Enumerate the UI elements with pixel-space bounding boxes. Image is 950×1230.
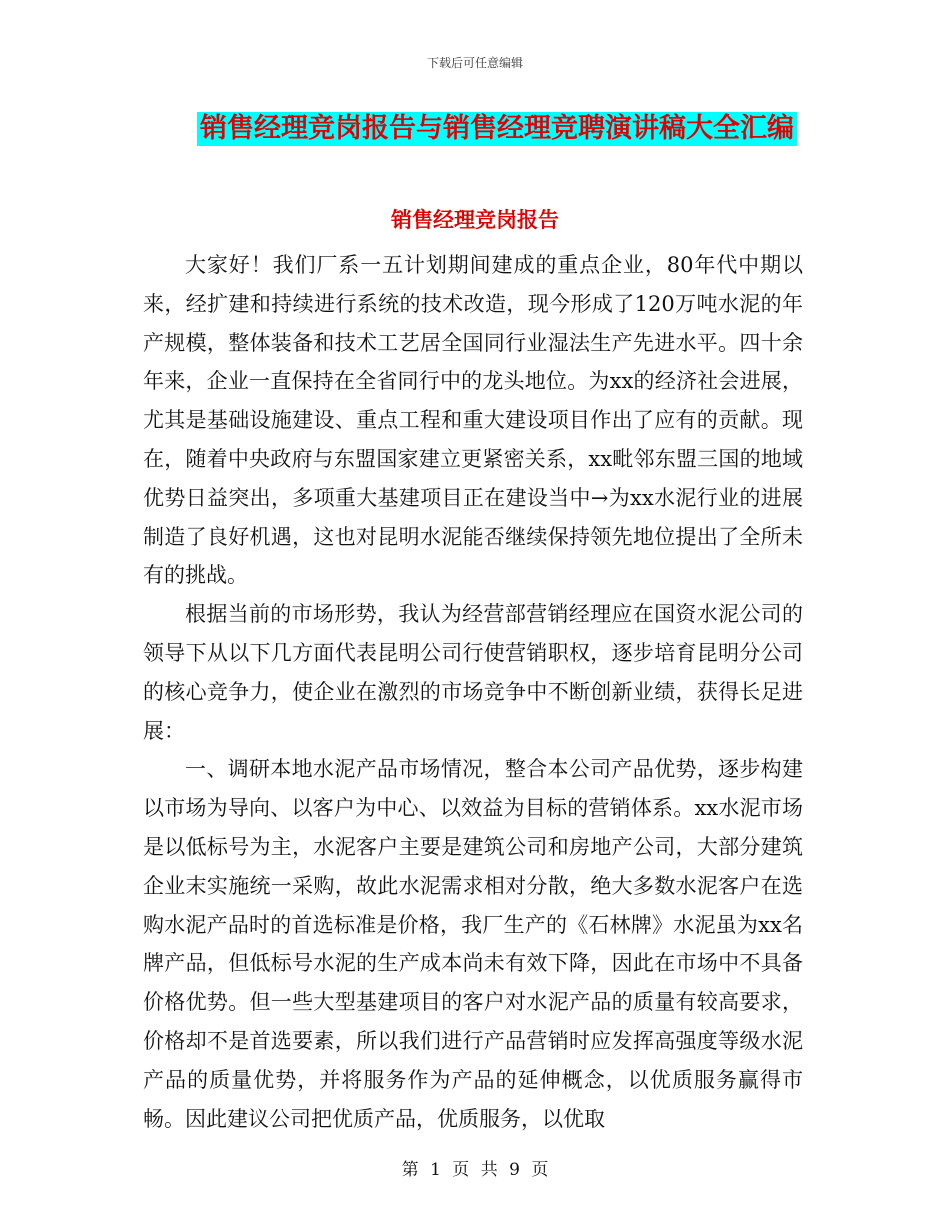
page-footer: 第 1 页 共 9 页 xyxy=(401,1160,549,1180)
header-note: 下载后可任意编辑 xyxy=(426,56,523,70)
paragraph: 一、调研本地水泥产品市场情况，整合本公司产品优势，逐步构建以市场为导向、以客户为中心、以效益为目标的营销体系。xx水泥市场是以低标号为主，水泥客户主要是建筑公司和房地产公司，大部分建筑企业末实施统一采购，故此水泥需求相对分散，绝大多数水泥客户在选购水泥产品时的首选标准是价格，我厂生产的《石林牌》水泥虽为xx名牌产品，但低标号水泥的生产成本尚未有效下降，因此在市场中不具备价格优势。但一些大型基建项目的客户对水泥产品的质量有较高要求，价格却不是首选要素，所以我们进行产品营销时应发挥高强度等级水泥产品的质量优势，并将服务作为产品的延伸概念，以优质服务赢得市畅。因此建议公司把优质产品，优质服务，以优取 xyxy=(143,757,803,1131)
document-title: 销售经理竞岗报告与销售经理竞聘演讲稿大全汇编 xyxy=(197,112,797,146)
paragraph: 根据当前的市场形势，我认为经营部营销经理应在国资水泥公司的领导下从以下几方面代表昆明公司行使营销职权，逐步培育昆明分公司的核心竞争力，使企业在激烈的市场竞争中不断创新业绩，获得长足进展： xyxy=(143,602,803,743)
paragraph: 大家好！我们厂系一五计划期间建成的重点企业，80年代中期以来，经扩建和持续进行系统的技术改造，现今形成了120万吨水泥的年产规模，整体装备和技术工艺居全国同行业湿法生产先进水平。四十余年来，企业一直保持在全省同行中的龙头地位。为xx的经济社会进展，尤其是基础设施建设、重点工程和重大建设项目作出了应有的贡献。现在，随着中央政府与东盟国家建立更紧密关系，xx毗邻东盟三国的地域优势日益突出，多项重大基建项目正在建设当中→为xx水泥行业的进展制造了良好机遇，这也对昆明水泥能否继续保持领先地位提出了全所未有的挑战。 xyxy=(143,253,803,588)
document-title-wrap xyxy=(0,112,950,146)
section-title: 销售经理竞岗报告 xyxy=(391,207,559,232)
body-text xyxy=(143,246,803,1138)
